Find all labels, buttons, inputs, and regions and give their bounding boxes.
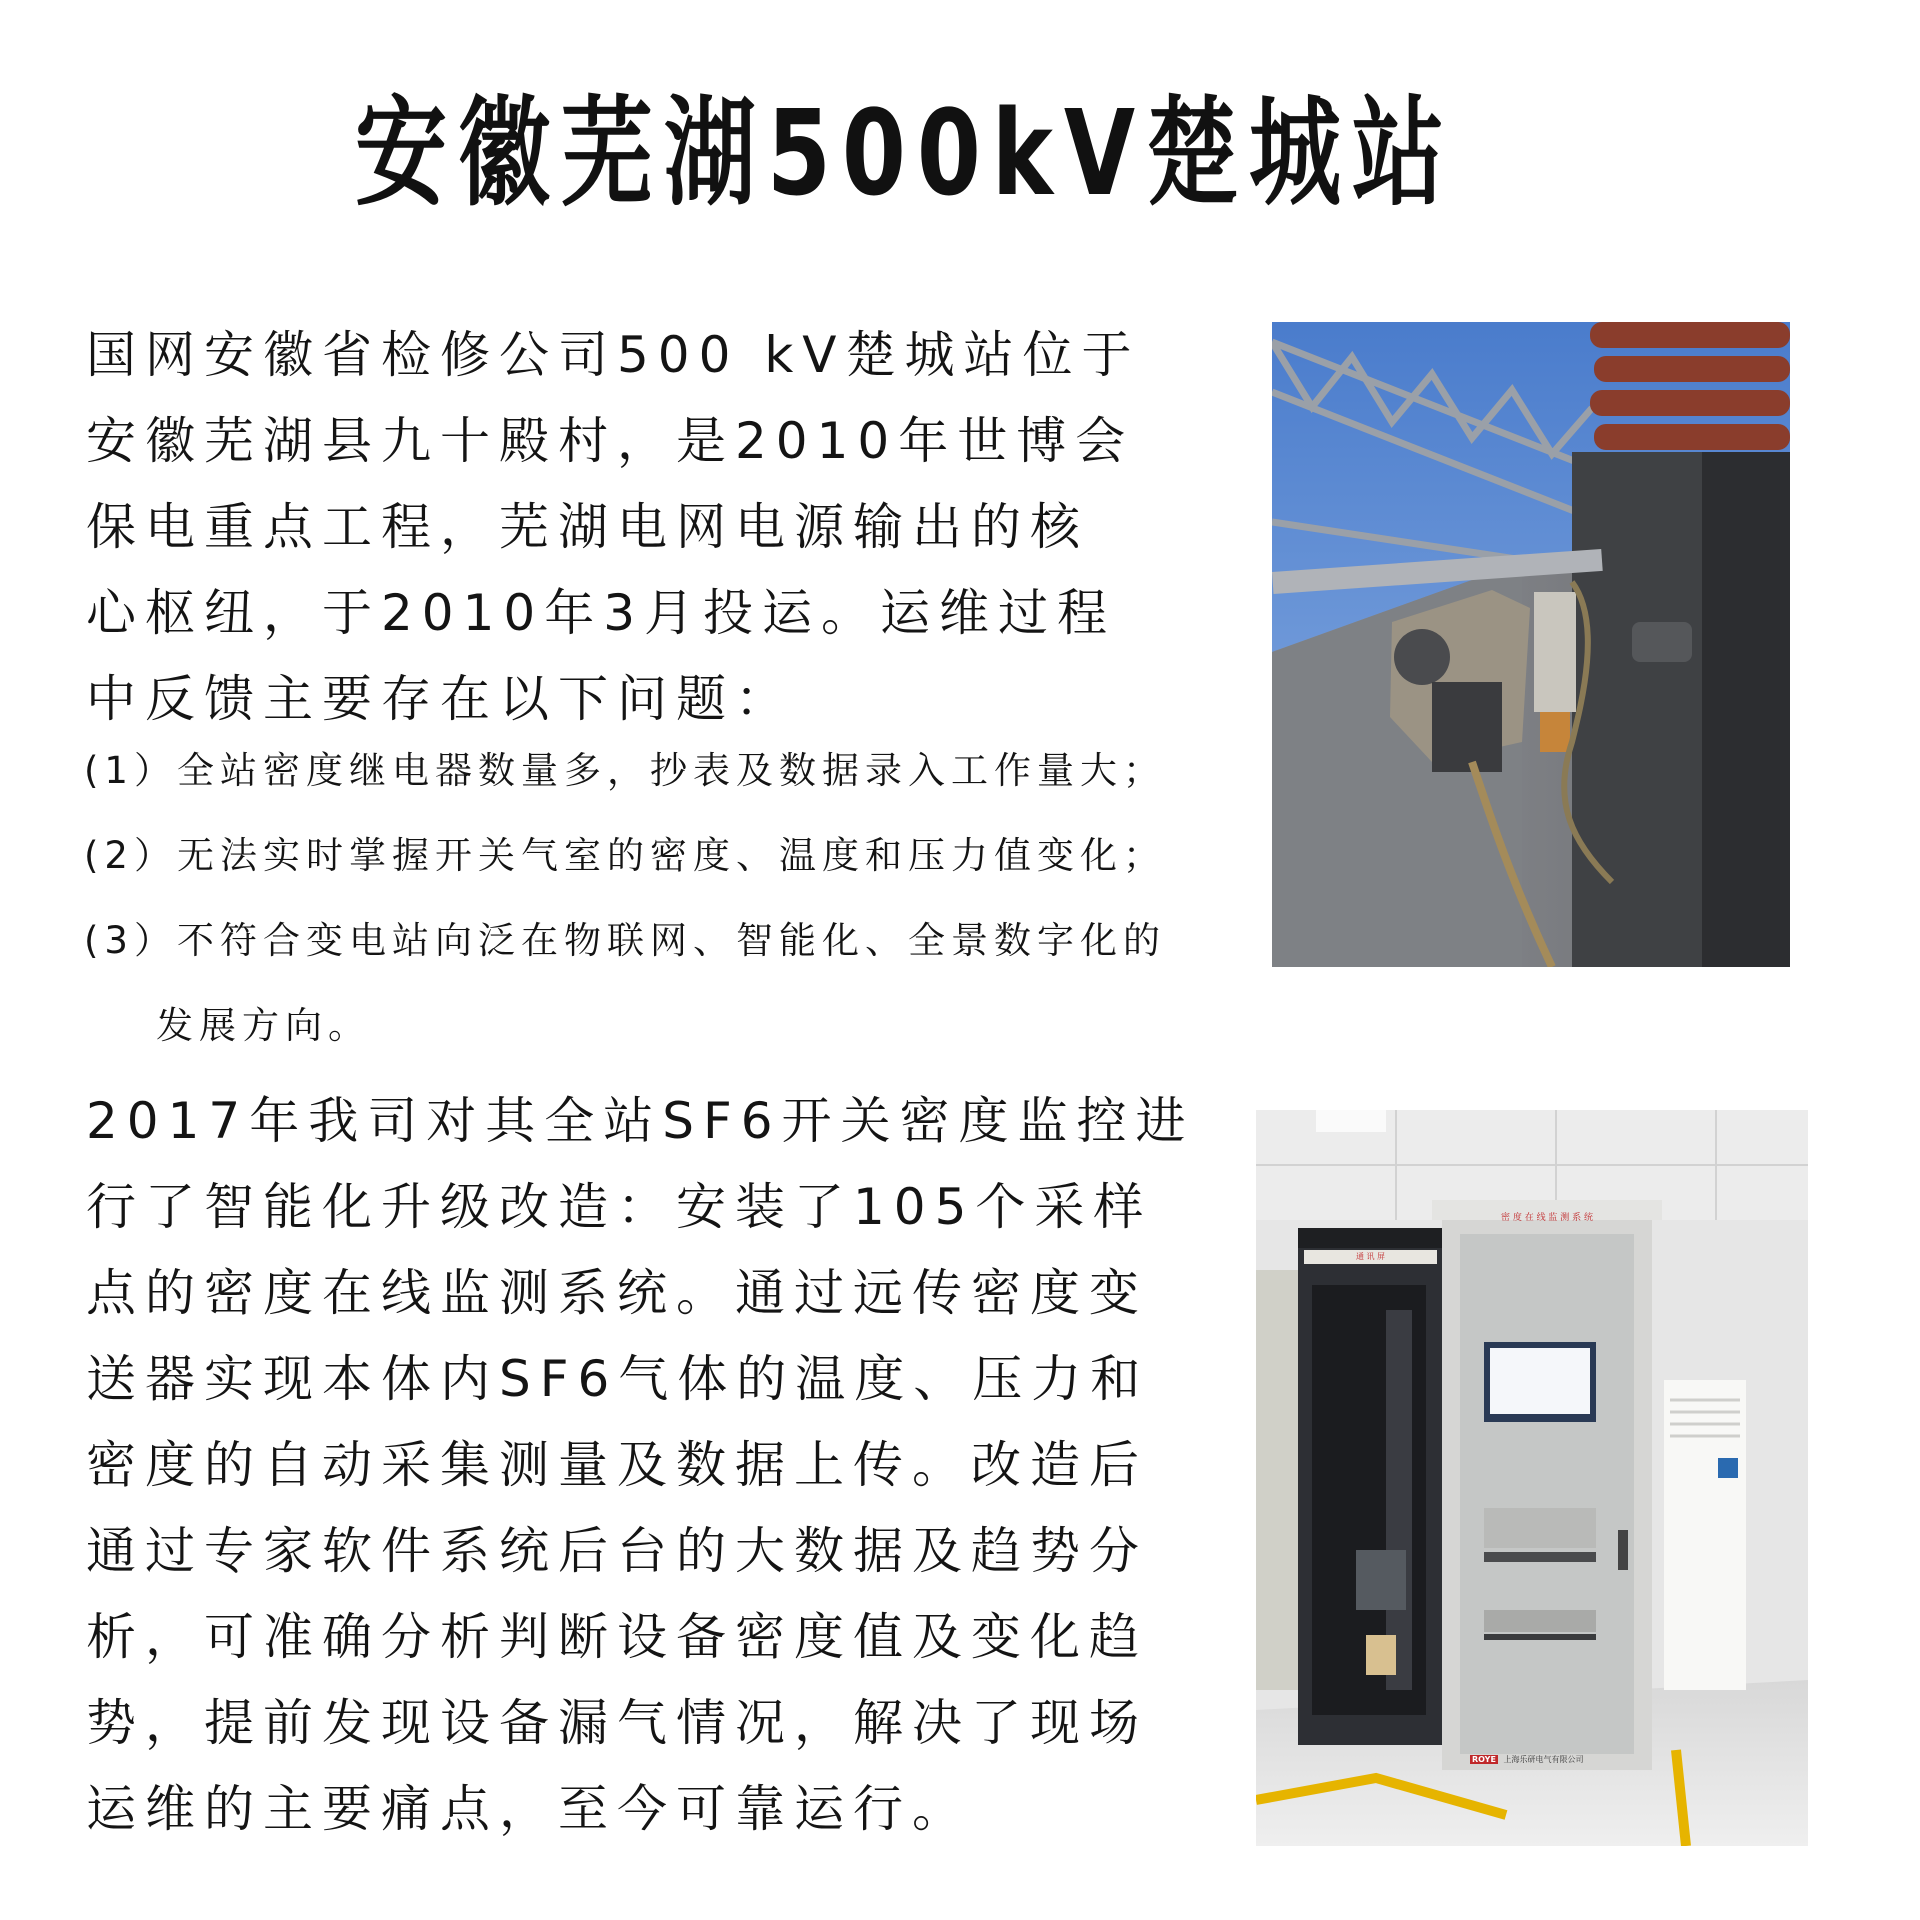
- brand-logo: [1470, 1754, 1640, 1766]
- intro-line: 心枢纽，于2010年3月投运。运维过程: [86, 584, 1117, 642]
- intro-line: 保电重点工程，芜湖电网电源输出的核: [86, 498, 1089, 556]
- retrofit-line: 运维的主要痛点，至今可靠运行。: [86, 1780, 971, 1838]
- comm-cabinet-label: 通 讯 屏: [1355, 1252, 1386, 1261]
- issue-item: (2）无法实时掌握开关气室的密度、温度和压力值变化；: [84, 834, 1166, 877]
- brand-name: ROYE: [1472, 1755, 1496, 1764]
- issue-item: (3）不符合变电站向泛在物联网、智能化、全景数字化的: [84, 919, 1166, 962]
- retrofit-line: 点的密度在线监测系统。通过远传密度变: [86, 1264, 1148, 1322]
- retrofit-line: 2017年我司对其全站SF6开关密度监控进: [86, 1092, 1195, 1150]
- company-name: 上海乐研电气有限公司: [1503, 1755, 1584, 1764]
- retrofit-paragraph: [86, 1078, 1195, 1852]
- page-title: 安徽芜湖500kV楚城站: [355, 84, 1455, 222]
- retrofit-line: 析，可准确分析判断设备密度值及变化趋: [86, 1608, 1148, 1666]
- monitoring-cabinet-photo: [1256, 1110, 1808, 1846]
- retrofit-line: 送器实现本体内SF6气体的温度、压力和: [86, 1350, 1150, 1408]
- retrofit-line: 密度的自动采集测量及数据上传。改造后: [86, 1436, 1148, 1494]
- cabinet-label: 密 度 在 线 监 测 系 统: [1500, 1213, 1594, 1223]
- intro-paragraph: [86, 312, 1141, 742]
- issue-item: (1）全站密度继电器数量多，抄表及数据录入工作量大；: [84, 749, 1166, 792]
- retrofit-line: 通过专家软件系统后台的大数据及趋势分: [86, 1522, 1148, 1580]
- intro-line: 中反馈主要存在以下问题：: [86, 670, 794, 728]
- intro-line: 国网安徽省检修公司500 kV楚城站位于: [86, 326, 1141, 384]
- intro-line: 安徽芜湖县九十殿村，是2010年世博会: [86, 412, 1135, 470]
- issue-list: [84, 728, 1166, 1068]
- issue-item-continuation: 发展方向。: [156, 1004, 371, 1047]
- density-relay-photo: [1272, 322, 1790, 967]
- retrofit-line: 势，提前发现设备漏气情况，解决了现场: [86, 1694, 1148, 1752]
- retrofit-line: 行了智能化升级改造：安装了105个采样: [86, 1178, 1153, 1236]
